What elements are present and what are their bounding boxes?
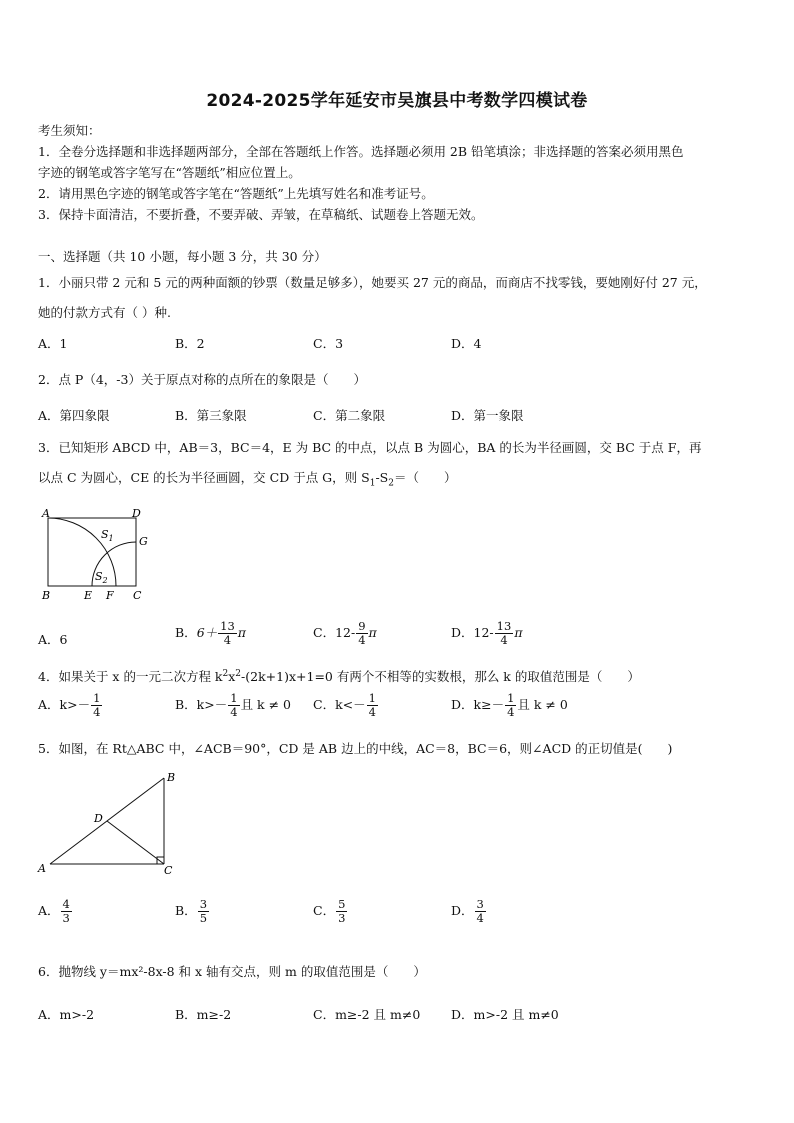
segment-cd (107, 821, 164, 864)
label-c: C (164, 864, 173, 877)
notice-heading: 考生须知： (38, 123, 101, 138)
label-c: C (133, 589, 142, 602)
label-b: B (42, 589, 51, 602)
q4-option-b: B．k>－ $\frac{1}{4}$ 且 k ≠ 0 (175, 691, 291, 719)
q5-stem: 5．如图，在 Rt△ABC 中，∠ACB＝90°，CD 是 AB 边上的中线，AC＝8，BC＝6，则∠ACD 的正切值是( ) (38, 741, 673, 756)
label-a: A (38, 862, 46, 875)
q3-option-a: A．6 (38, 632, 68, 647)
q5-option-a: A． $\frac{4}{3}$ (38, 897, 70, 925)
label-d: D (94, 812, 103, 825)
q5-figure (36, 766, 186, 881)
q5-option-c: C． $\frac{5}{3}$ (313, 897, 346, 925)
label-e: E (84, 589, 93, 602)
q2-option-c: C．第二象限 (313, 408, 386, 423)
q5-option-d: D． $\frac{3}{4}$ (451, 897, 484, 925)
label-g: G (139, 535, 148, 548)
q4-option-c: C．k<－ $\frac{1}{4}$ (313, 691, 376, 719)
q2-stem: 2．点 P（4，-3）关于原点对称的点所在的象限是（ ） (38, 372, 366, 387)
notice-item-2: 2．请用黑色字迹的钢笔或答字笔在“答题纸”上先填写姓名和准考证号。 (38, 186, 434, 201)
q1-option-d: D．4 (451, 336, 482, 351)
q4-option-a: A．k>－ $\frac{1}{4}$ (38, 691, 101, 719)
q6-option-a: A．m>-2 (38, 1007, 95, 1022)
q1-stem-line2: 她的付款方式有（ ）种. (38, 305, 171, 320)
notice-item-3: 3．保持卡面清洁，不要折叠，不要弄破、弄皱，在草稿纸、试题卷上答题无效。 (38, 207, 484, 222)
q1-stem-line1: 1．小丽只带 2 元和 5 元的两种面额的钞票（数量足够多），她要买 27 元的商品，而商店不找零钱，要她刚好付 27 元， (38, 275, 707, 290)
rectangle-abcd (48, 518, 136, 586)
label-s2: $S_2$ (95, 570, 108, 585)
label-s1: $S_1$ (101, 528, 114, 543)
notice-item-1: 1．全卷分选择题和非选择题两部分，全部在答题纸上作答。选择题必须用 2B 铅笔填涂；非选择题的答案必须用黑色 (38, 144, 684, 159)
notice-item-1-cont: 字迹的钢笔或答字笔写在“答题纸”相应位置上。 (38, 165, 301, 180)
label-f: F (106, 589, 114, 602)
q3-option-d: D．12- $\frac{13}{4}$ π (451, 619, 523, 647)
q6-option-c: C．m≥-2 且 m≠0 (313, 1007, 421, 1022)
q2-option-d: D．第一象限 (451, 408, 524, 423)
q3-option-c: C．12- $\frac{9}{4}$ π (313, 619, 377, 647)
q4-stem: 4．如果关于 x 的一元二次方程 $k^2x^2-(2k+1)x+1=0$ 有两个不相等的实数根，那么 k 的取值范围是（ ） (38, 668, 640, 684)
q1-option-c: C．3 (313, 336, 344, 351)
q3-stem-line2: 以点 C 为圆心，CE 的长为半径画圆，交 CD 于点 G，则 $S_1-S_2=$（ ） (38, 470, 457, 489)
q3-figure (38, 505, 168, 605)
q3-stem-line1: 3．已知矩形 ABCD 中，AB＝3，BC＝4，E 为 BC 的中点，以点 B 为圆心，BA 的长为半径画圆，交 BC 于点 F，再 (38, 440, 702, 455)
q4-option-d: D．k≥－ $\frac{1}{4}$ 且 k ≠ 0 (451, 691, 568, 719)
label-b: B (167, 771, 176, 784)
q6-option-b: B．m≥-2 (175, 1007, 232, 1022)
q1-option-b: B．2 (175, 336, 205, 351)
section-heading: 一、选择题（共 10 小题，每小题 3 分，共 30 分） (38, 249, 327, 264)
q2-option-a: A．第四象限 (38, 408, 110, 423)
label-d: D (132, 507, 141, 520)
page-title: 2024-2025学年延安市吴旗县中考数学四模试卷 (206, 91, 588, 111)
q6-option-d: D．m>-2 且 m≠0 (451, 1007, 559, 1022)
label-a: A (42, 507, 50, 520)
q1-option-a: A．1 (38, 336, 68, 351)
q6-stem: 6．抛物线 y＝mx²-8x-8 和 x 轴有交点，则 m 的取值范围是（ ） (38, 964, 426, 979)
q2-option-b: B．第三象限 (175, 408, 247, 423)
q3-option-b: B．6＋ $\frac{13}{4}$ π (175, 619, 246, 647)
q5-option-b: B． $\frac{3}{5}$ (175, 897, 208, 925)
